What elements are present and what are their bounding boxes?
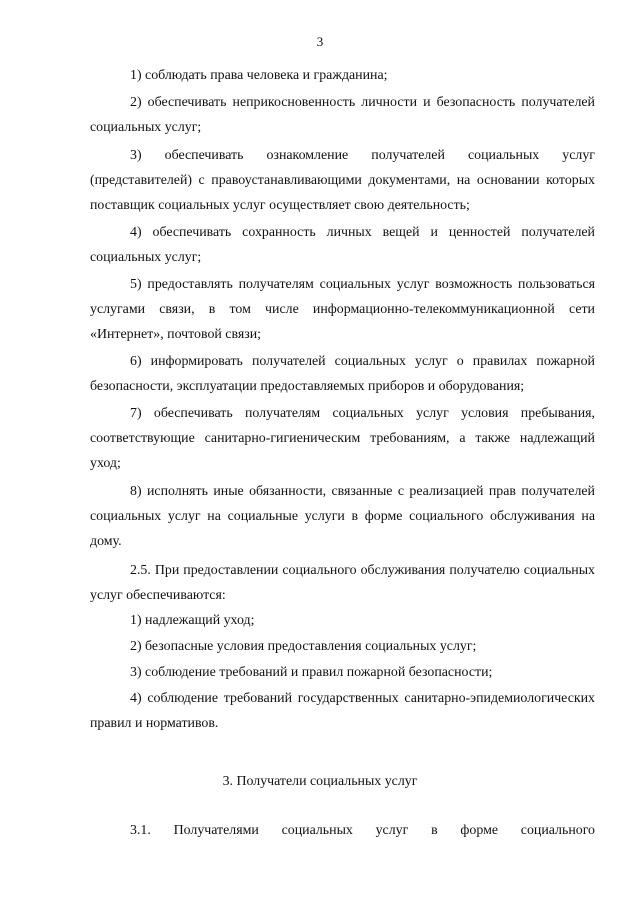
paragraph-fire-info: 6) информировать получателей социальных услуг о правилах пожарной безопасности, эксплуатации предоставляемых приборов и оборудования; <box>90 354 595 394</box>
list-item-care: 1) надлежащий уход; <box>130 613 255 628</box>
paragraph-3-1: 3.1. Получателями социальных услуг в форме социального <box>130 823 595 838</box>
paragraph-safety: 2) обеспечивать неприкосновенность личности и безопасность получателей социальных услуг; <box>90 95 595 135</box>
paragraph-belongings: 4) обеспечивать сохранность личных вещей и ценностей получателей социальных услуг; <box>90 225 595 265</box>
page-number: 3 <box>316 34 324 49</box>
section-heading: 3. Получатели социальных услуг <box>222 774 418 789</box>
paragraph-other-duties: 8) исполнять иные обязанности, связанные с реализацией прав получателей социальных услуг на социальные услуги в форме социального обслуживания на дому. <box>90 484 595 549</box>
paragraph-documents: 3) обеспечивать ознакомление получателей социальных услуг (представителей) с правоустанавливающими документами, на основании которых поставщик социальных услуг осуществляет свою деятельность; <box>90 148 595 213</box>
paragraph-conditions: 7) обеспечивать получателям социальных услуг условия пребывания, соответствующие санитарно-гигиеническим требованиям, а также надлежащий уход; <box>90 406 595 471</box>
paragraph-communication: 5) предоставлять получателям социальных услуг возможность пользоваться услугами связи, в том числе информационно-телекоммуникационной сети «Интернет», почтовой связи; <box>90 277 595 342</box>
paragraph-rights: 1) соблюдать права человека и гражданина; <box>130 68 388 83</box>
list-item-sanitary: 4) соблюдение требований государственных санитарно-эпидемиологических правил и нормативов. <box>90 691 595 731</box>
paragraph-2-5: 2.5. При предоставлении социального обслуживания получателю социальных услуг обеспечиваются: <box>90 563 595 603</box>
list-item-fire-safety: 3) соблюдение требований и правил пожарной безопасности; <box>130 665 493 680</box>
list-item-safe-conditions: 2) безопасные условия предоставления социальных услуг; <box>130 639 477 654</box>
